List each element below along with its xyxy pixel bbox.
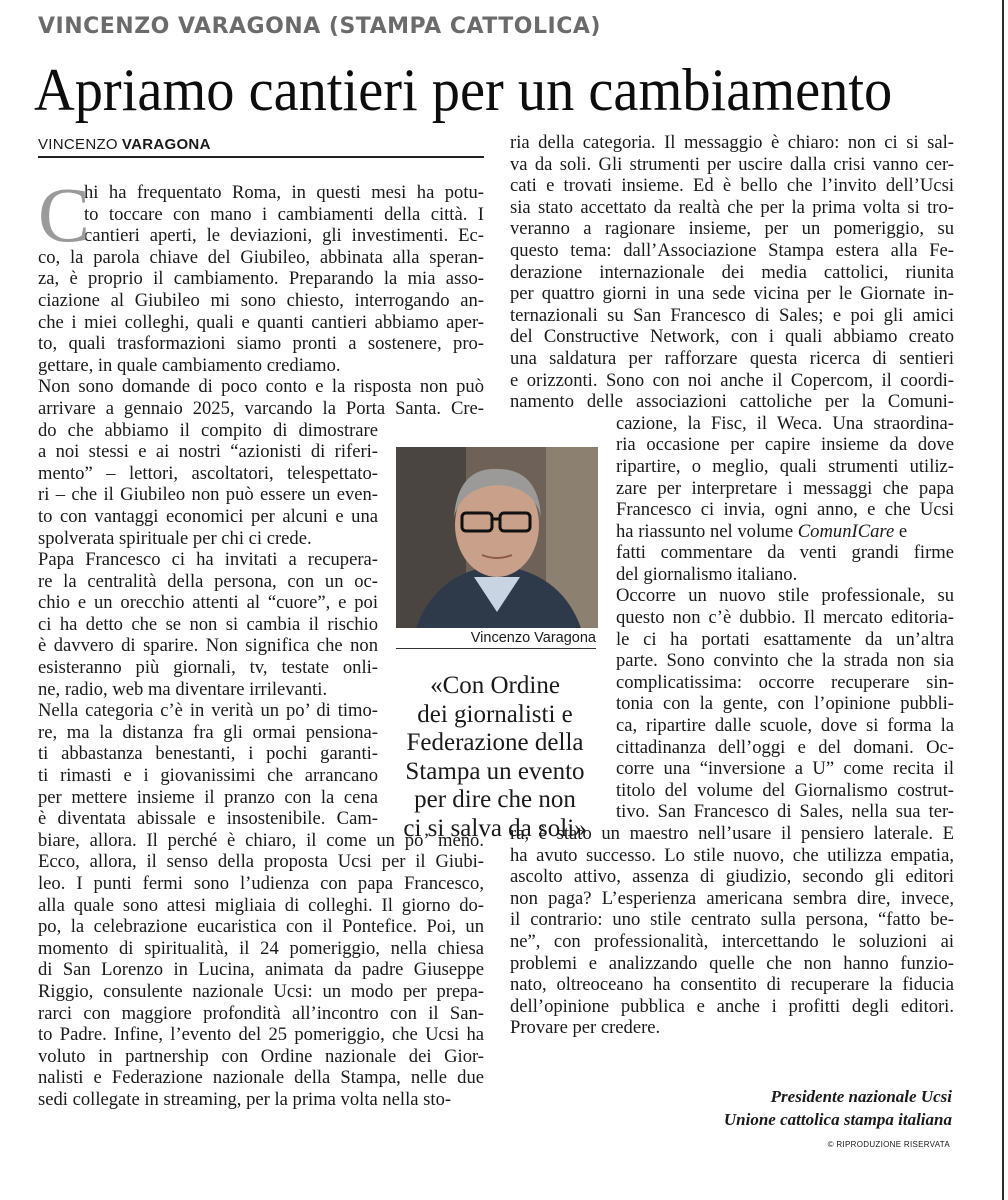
article-line: sedi collegate in streaming, per la prima volta nella sto- (38, 1088, 452, 1110)
article-line: questo tema: dall’Associazione Stampa estera alla Fe- (510, 239, 954, 261)
article-line: Ecco, allora, il senso della proposta Ucsi per il Giubi- (38, 851, 484, 873)
article-line: to Padre. Infine, l’evento del 25 pomeriggio, che Ucsi ha (38, 1024, 484, 1046)
book-title-suffix: e (894, 520, 908, 542)
article-line: le ci ha portati esattamente da un’altra (616, 628, 954, 650)
book-title: ComunICare (797, 520, 895, 542)
article-line: cati e trovati insieme. Ed è bello che l’invito dell’Ucsi (510, 175, 954, 197)
signature (724, 1085, 952, 1131)
article-line: nalisti e Federazione nazionale della Stampa, nelle due (38, 1067, 484, 1089)
article-line: problemi e analizzando quelle che non hanno funzio- (510, 952, 954, 974)
article-line: ripartire, o meglio, quali strumenti utiliz- (616, 455, 954, 477)
article-line: za, è proprio il cambiamento. Preparando la mia asso- (38, 268, 484, 290)
article-line: parte. Sono convinto che la strada non sia (616, 650, 954, 672)
article-line: to, quali trasformazioni siamo pronti a sostenere, pro- (38, 333, 484, 355)
article-line: Non sono domande di poco conto e la risposta non può (38, 376, 484, 398)
pull-quote-line: Federazione della (406, 729, 584, 757)
article-line: voluto in partnership con Ordine nazionale dei Gior- (38, 1045, 484, 1067)
photo-caption: Vincenzo Varagona (396, 630, 596, 649)
article-line: ascolto attivo, assenza di giudizio, secondo gli editori (510, 866, 954, 888)
article-line: arrivare a gennaio 2025, varcando la Porta Santa. Cre- (38, 397, 484, 419)
article-line: re, ma la distanza fra gli ormai pensiona- (38, 721, 378, 743)
signature-line: Unione cattolica stampa italiana (723, 1110, 952, 1129)
article-line: cantieri aperti, le deviazioni, gli investimenti. Ec- (84, 225, 484, 247)
pull-quote-line: «Con Ordine (430, 672, 560, 699)
article-line: Occorre un nuovo stile professionale, su (616, 585, 954, 607)
kicker: VINCENZO VARAGONA (STAMPA CATTOLICA) (38, 14, 601, 39)
article-line: questo non c’è dubbio. Il mercato editoria- (616, 607, 954, 629)
article-line: ra, è stato un maestro nell’usare il pensiero laterale. E (510, 823, 954, 844)
copyright: © RIPRODUZIONE RISERVATA (827, 1140, 950, 1149)
article-line: tonia con la gente, con l’opinione pubbli- (616, 693, 954, 715)
article-line: fatti commentare da venti grandi firme (616, 542, 954, 564)
pull-quote (380, 672, 610, 844)
article-line: il contrario: uno stile centrato sulla persona, “fatto be- (510, 909, 954, 931)
article-line: Riggio, consulente nazionale Ucsi: un modo per prepa- (38, 980, 484, 1002)
article-line: to toccare con mano i cambiamenti della città. I (84, 203, 484, 225)
pull-quote-line: per dire che non (414, 786, 576, 814)
article-line: ha avuto successo. Lo stile nuovo, che utilizza empatia, (510, 844, 954, 866)
article-line: mento” – lettori, ascoltatori, telespettato- (38, 462, 378, 484)
article-line: esisteranno più giornali, tv, testate onli- (38, 657, 378, 679)
article-line: Nella categoria c’è in verità un po’ di timo- (38, 700, 378, 722)
article-line: derazione internazionale dei media cattolici, riunita (510, 261, 954, 283)
article-line: alla quale sono attesi migliaia di colleghi. Il giorno do- (38, 894, 484, 916)
article-line: biare, allora. Il perché è chiaro, il come un po’ meno. (38, 829, 484, 851)
article-line: re la centralità della persona, con un oc- (38, 570, 378, 592)
article-line: zare per interpretare i messaggi che papa (616, 477, 954, 499)
article-line: to con vantaggi economici per alcuni e una (38, 505, 378, 527)
byline-first: VINCENZO (38, 136, 118, 153)
article-line: co, la parola chiave del Giubileo, abbinata alla speran- (38, 246, 484, 268)
pull-quote-line: ci si salva da soli» (403, 814, 587, 842)
article-line: hi ha frequentato Roma, in questi mesi ha potu- (84, 182, 484, 203)
article-line: ci ha detto che se non si cambia il rischio (38, 613, 378, 635)
article-line: ti rimasti e i giovanissimi che arrancano (38, 765, 378, 787)
article-line: ha riassunto nel volume ComunICare e (616, 520, 908, 542)
article-line: nato, oltreoceano ha consentito di recuperare la fiducia (510, 974, 954, 996)
article-line: cazione, la Fisc, il Weca. Una straordina- (616, 412, 954, 434)
byline (38, 136, 484, 158)
article-line: momento di spiritualità, il 24 pomeriggio, nella chiesa (38, 937, 484, 959)
dropcap: C (38, 171, 91, 258)
article-line: leo. I punti fermi sono l’udienza con papa Francesco, (38, 873, 484, 894)
article-line: Papa Francesco ci ha invitati a recupera- (38, 549, 378, 571)
byline-last: VARAGONA (121, 136, 211, 153)
article-line: Provare per credere. (510, 1017, 661, 1039)
article-line: do che abbiamo il compito di dimostrare (38, 419, 378, 441)
article-line: è diventata abissale e insostenibile. Cam- (38, 808, 378, 830)
page-edge (1002, 0, 1004, 1200)
article-line: ne”, con professionalità, intercettando le soluzioni ai (510, 930, 954, 952)
headline: Apriamo cantieri per un cambiamento (34, 57, 893, 123)
article-line: per mettere insieme il pranzo con la cena (38, 786, 378, 808)
article-line: ciazione al Giubileo mi sono chiesto, interrogando an- (38, 289, 484, 311)
signature-line: Presidente nazionale Ucsi (770, 1087, 952, 1106)
article-line: ria della categoria. Il messaggio è chiaro: non ci si sal- (510, 132, 954, 153)
article-line: chio e un orecchio attenti al “cuore”, e poi (38, 592, 378, 614)
article-line: una saldatura per rafforzare questa ricerca di sentieri (510, 347, 954, 369)
article-line: veranno a ragionare insieme, per un pomeriggio, su (510, 218, 954, 240)
article-line: ti abbastanza benestanti, i pochi garanti- (38, 743, 378, 765)
article-line: va da soli. Gli strumenti per uscire dalla crisi vanno cer- (510, 153, 954, 175)
article-line: del giornalismo italiano. (616, 563, 798, 585)
pull-quote-line: dei giornalisti e (417, 700, 573, 728)
article-line: ria occasione per capire insieme da dove (616, 434, 954, 456)
article-line: corre una “inversione a U” come recita il (616, 758, 954, 780)
article-line: ri – che il Giubileo non può essere un even- (38, 484, 378, 506)
article-line: di San Lorenzo in Lucina, animata da padre Giuseppe (38, 959, 484, 981)
article-line: dell’opinione pubblica e anche i profitti degli editori. (510, 995, 954, 1017)
article-line: ternazionali su San Francesco di Sales; e poi gli amici (510, 304, 954, 326)
article-line: gettare, in quale cambiamento crediamo. (38, 354, 341, 376)
article-line: spolverata spirituale per chi ci crede. (38, 527, 312, 549)
article-line: cittadinanza dell’oggi e del domani. Oc- (616, 736, 954, 758)
article-line: che i miei colleghi, quali e quanti cantieri abbiamo aper- (38, 311, 484, 333)
article-line: non paga? L’esperienza americana sembra dire, invece, (510, 887, 954, 909)
article-line: titolo del volume del Giornalismo costrut- (616, 779, 954, 801)
author-photo (396, 447, 598, 628)
article-line: tivo. San Francesco di Sales, nella sua ter- (616, 801, 954, 823)
article-line: rarci con maggiore profondità all’incontro con il San- (38, 1002, 484, 1024)
article-line: è davvero di sparire. Non significa che non (38, 635, 378, 657)
article-line: Francesco ci invia, ogni anno, e che Ucsi (616, 499, 954, 521)
article-line: a noi stessi e ai nostri “azionisti di riferi- (38, 441, 378, 463)
pull-quote-line: Stampa un evento (405, 757, 585, 785)
article-line: sia stato accettato da realtà che per la prima volta si tro- (510, 196, 954, 218)
article-line: complicatissima: occorre recuperare sin- (616, 671, 954, 693)
article-line: ca, ripartire dalle scuole, dove si forma la (616, 715, 954, 737)
article-line: ne, radio, web ma diventare irrilevanti. (38, 678, 328, 700)
article-line: per quattro giorni in una sede vicina per le Giornate in- (510, 283, 954, 305)
article-line: del Constructive Network, con i quali abbiamo creato (510, 326, 954, 348)
article-line: namento delle associazioni cattoliche per la Comuni- (510, 391, 954, 413)
article-line: po, la celebrazione eucaristica con il Pontefice. Poi, un (38, 916, 484, 938)
article-line: e orizzonti. Sono con noi anche il Copercom, il coordi- (510, 369, 954, 391)
